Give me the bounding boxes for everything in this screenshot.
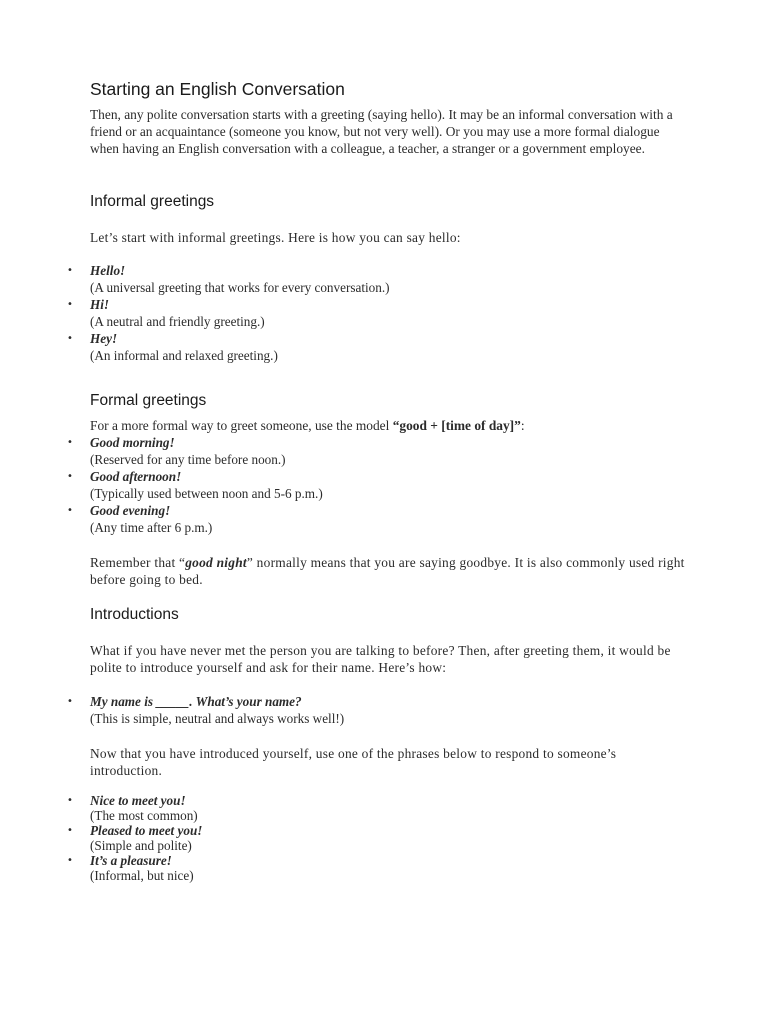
bullet-icon: • bbox=[67, 505, 73, 516]
phrase-term: My name is _____. What’s your name? bbox=[90, 694, 302, 709]
informal-lead: Let’s start with informal greetings. Here is how you can say hello: bbox=[90, 230, 461, 245]
formal-heading: Formal greetings bbox=[90, 392, 207, 409]
bullet-icon: • bbox=[67, 333, 73, 344]
phrase-term: It’s a pleasure! bbox=[90, 853, 172, 868]
introductions-lead: What if you have never met the person you are talking to before? Then, after greeting them, it would be polite to introduce yourself and ask for their name. Here’s how: bbox=[90, 643, 671, 675]
respond-list bbox=[67, 793, 690, 883]
good-night-note bbox=[90, 554, 690, 588]
list-item bbox=[67, 262, 690, 296]
note-term: good night bbox=[185, 555, 247, 570]
bullet-icon: • bbox=[67, 471, 73, 482]
bullet-icon: • bbox=[67, 299, 73, 310]
greeting-term: Good morning! bbox=[90, 435, 175, 450]
greeting-desc: (A neutral and friendly greeting.) bbox=[90, 314, 265, 329]
greeting-desc: (Typically used between noon and 5-6 p.m.) bbox=[90, 486, 323, 501]
bullet-icon: • bbox=[67, 265, 73, 276]
bullet-icon: • bbox=[67, 696, 73, 707]
page-title: Starting an English Conversation bbox=[90, 79, 345, 99]
informal-list bbox=[67, 262, 690, 364]
phrase-desc: (Informal, but nice) bbox=[90, 868, 194, 883]
formal-lead-colon: : bbox=[520, 418, 525, 433]
phrase-desc: (The most common) bbox=[90, 808, 198, 823]
bullet-icon: • bbox=[67, 437, 73, 448]
greeting-term: Good evening! bbox=[90, 503, 171, 518]
introductions-heading: Introductions bbox=[90, 606, 179, 623]
greeting-term: Hi! bbox=[90, 297, 110, 312]
list-item bbox=[67, 853, 690, 883]
formal-model: “good + [time of day]” bbox=[392, 418, 521, 433]
bullet-icon: • bbox=[67, 795, 73, 806]
greeting-term: Good afternoon! bbox=[90, 469, 182, 484]
list-item bbox=[67, 793, 690, 823]
note-text-end: ” normally means that you are saying goodbye. It is also commonly used right before going to bed. bbox=[90, 555, 685, 587]
phrase-term: Nice to meet you! bbox=[90, 793, 186, 808]
formal-lead bbox=[90, 417, 690, 434]
list-item bbox=[67, 296, 690, 330]
respond-paragraph: Now that you have introduced yourself, use one of the phrases below to respond to someone’s introduction. bbox=[90, 746, 617, 778]
greeting-desc: (Reserved for any time before noon.) bbox=[90, 452, 286, 467]
greeting-term: Hey! bbox=[90, 331, 118, 346]
formal-list bbox=[67, 434, 690, 536]
list-item bbox=[67, 693, 690, 727]
bullet-icon: • bbox=[67, 855, 73, 866]
bullet-icon: • bbox=[67, 825, 73, 836]
list-item bbox=[67, 468, 690, 502]
intro-list bbox=[67, 693, 690, 727]
formal-lead-text: For a more formal way to greet someone, use the model bbox=[90, 418, 393, 433]
list-item bbox=[67, 502, 690, 536]
list-item bbox=[67, 434, 690, 468]
phrase-term: Pleased to meet you! bbox=[90, 823, 203, 838]
note-text: Remember that “ bbox=[90, 555, 186, 570]
phrase-desc: (This is simple, neutral and always works well!) bbox=[90, 711, 345, 726]
list-item bbox=[67, 330, 690, 364]
greeting-term: Hello! bbox=[90, 263, 126, 278]
intro-paragraph: Then, any polite conversation starts with a greeting (saying hello). It may be an informal conversation with a friend or an acquaintance (someone you know, but not very well). Or you may use a more formal dialogue when having an English conversation with a colleague, a teacher, a stranger or a government employee. bbox=[90, 107, 673, 156]
greeting-desc: (A universal greeting that works for every conversation.) bbox=[90, 280, 390, 295]
list-item bbox=[67, 823, 690, 853]
greeting-desc: (An informal and relaxed greeting.) bbox=[90, 348, 278, 363]
informal-heading: Informal greetings bbox=[90, 193, 215, 210]
phrase-desc: (Simple and polite) bbox=[90, 838, 192, 853]
greeting-desc: (Any time after 6 p.m.) bbox=[90, 520, 213, 535]
